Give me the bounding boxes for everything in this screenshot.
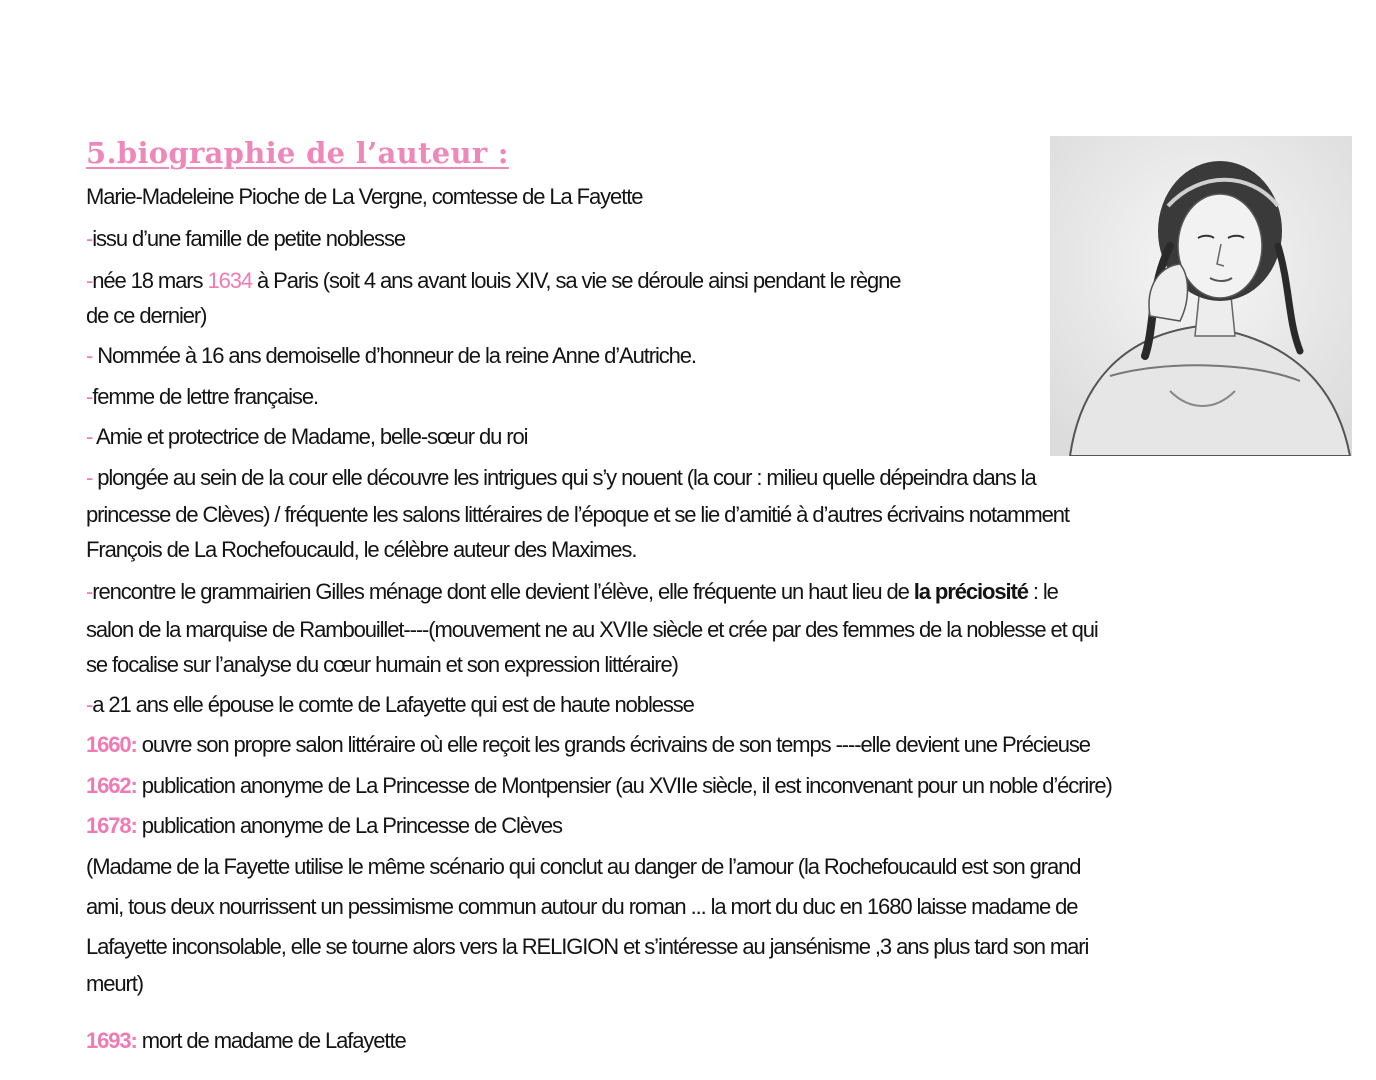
bio-line-scenario-2: ami, tous deux nourrissent un pessimisme commun autour du roman ... la mort du duc en 1680 laisse madame de [86,894,1078,919]
bio-line-scenario: (Madame de la Fayette utilise le même scénario qui conclut au danger de l’amour (la Rochefoucauld est son grand [86,854,1081,879]
bio-line-cour: - plongée au sein de la cour elle découvre les intrigues qui s’y nouent (la cour : milieu quelle dépeindra dans la [86,465,1036,490]
section-heading: 5.biographie de l’auteur : [86,136,509,170]
author-portrait [1050,136,1352,456]
timeline-1662: 1662: publication anonyme de La Princesse de Montpensier (au XVIIe siècle, il est inconvenant pour un noble d’écrire) [86,773,1112,798]
bio-line-scenario-3: Lafayette inconsolable, elle se tourne alors vers la RELIGION et s’intéresse au jansénisme ,3 ans plus tard son mari [86,934,1089,959]
bio-line-name: Marie-Madeleine Pioche de La Vergne, comtesse de La Fayette [86,184,643,209]
bio-line-rambouillet: salon de la marquise de Rambouillet----(mouvement ne au XVIIe siècle et crée par des femmes de la noblesse et qui [86,617,1098,642]
timeline-1693: 1693: mort de madame de Lafayette [86,1028,406,1053]
timeline-1660: 1660: ouvre son propre salon littéraire où elle reçoit les grands écrivains de son temps ----elle devient une Précieuse [86,732,1090,757]
bio-line-scenario-4: meurt) [86,971,143,996]
timeline-1678: 1678: publication anonyme de La Princesse de Clèves [86,813,562,838]
bio-line-rambouillet-2: se focalise sur l’analyse du cœur humain et son expression littéraire) [86,652,678,677]
bio-line-origin: -issu d’une famille de petite noblesse [86,226,405,251]
portrait-illustration [1050,136,1352,456]
bio-line-cour-3: François de La Rochefoucauld, le célèbre auteur des Maximes. [86,537,637,562]
bio-line-birth-cont: de ce dernier) [86,303,207,328]
bio-line-menage: -rencontre le grammairien Gilles ménage dont elle devient l’élève, elle fréquente un haut lieu de la préciosité : le [86,579,1058,604]
bio-line-cour-2: princesse de Clèves) / fréquente les salons littéraires de l’époque et se lie d’amitié à d’autres écrivains notamment [86,502,1069,527]
bio-line-amie: - Amie et protectrice de Madame, belle-sœur du roi [86,424,528,449]
term-preciosite: la préciosité [913,579,1028,604]
bio-line-mariage: -a 21 ans elle épouse le comte de Lafayette qui est de haute noblesse [86,692,694,717]
bio-line-birth: -née 18 mars 1634 à Paris (soit 4 ans avant louis XIV, sa vie se déroule ainsi pendant le règne [86,268,901,293]
bio-line-femme-lettre: -femme de lettre française. [86,384,318,409]
bio-line-nommee: - Nommée à 16 ans demoiselle d’honneur de la reine Anne d’Autriche. [86,343,696,368]
year-1634: 1634 [207,268,252,293]
